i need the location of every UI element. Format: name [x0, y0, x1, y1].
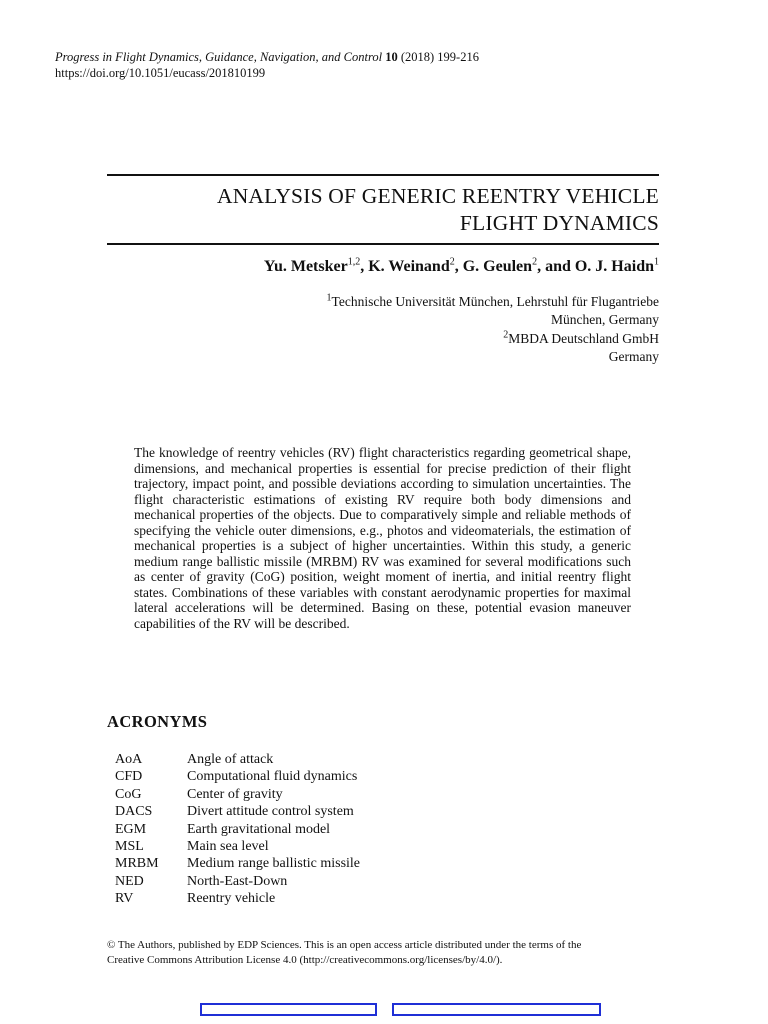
hyperlink-box[interactable] [392, 1003, 601, 1016]
acronym-abbr: CFD [115, 769, 143, 785]
author-affiliation-mark: 1,2 [347, 256, 361, 268]
journal-name: Progress in Flight Dynamics, Guidance, Navigation, and Control [55, 50, 383, 64]
paper-title [217, 183, 659, 237]
affiliation-location: München, Germany [551, 312, 659, 327]
author-name: Yu. Metsker [263, 258, 348, 275]
acronym-row [115, 786, 360, 803]
paper-title-line-2: FLIGHT DYNAMICS [459, 211, 659, 235]
author-separator: , [454, 258, 463, 275]
acronym-definition: Main sea level [187, 838, 269, 854]
journal-citation-line [55, 49, 479, 65]
acronym-row [115, 855, 360, 872]
acronym-row [115, 751, 360, 768]
affiliation-institution: Technische Universität München, Lehrstuhl für Flugantriebe [331, 294, 659, 309]
affiliation-mark: 1 [326, 292, 332, 304]
acronym-definition: Reentry vehicle [187, 891, 276, 907]
affiliation-mark: 2 [503, 329, 509, 341]
author-separator: , and [537, 258, 575, 275]
acronym-abbr: NED [115, 873, 144, 889]
acronym-definition: Medium range ballistic missile [187, 856, 361, 872]
acronym-definition: Divert attitude control system [187, 804, 354, 820]
license-line-2: Creative Commons Attribution License 4.0 (http://creativecommons.org/licenses/by/4.0/). [107, 954, 503, 966]
acronym-abbr: DACS [115, 804, 153, 820]
journal-volume: 10 [385, 50, 398, 64]
journal-doi[interactable]: https://doi.org/10.1051/eucass/201810199 [55, 66, 266, 80]
author-list [264, 258, 659, 276]
author-affiliation-mark: 2 [449, 256, 455, 268]
journal-header [55, 49, 479, 81]
author-name: O. J. Haidn [574, 258, 654, 275]
acronym-row [115, 838, 360, 855]
acronym-list [115, 751, 360, 908]
acronym-row [115, 821, 360, 838]
acronym-row [115, 803, 360, 820]
acronym-abbr: MRBM [115, 856, 159, 872]
acronym-row [115, 890, 360, 907]
author-affiliation-mark: 1 [654, 256, 659, 268]
acronym-definition: Earth gravitational model [187, 821, 331, 837]
acronym-row [115, 768, 360, 785]
affiliation-1 [327, 293, 659, 329]
acronym-definition: North-East-Down [187, 873, 288, 889]
title-rule-top [107, 174, 659, 176]
acronym-row [115, 873, 360, 890]
author-affiliation-mark: 2 [532, 256, 538, 268]
author-separator: , [360, 258, 369, 275]
title-rule-bottom [107, 243, 659, 245]
paper-title-line-1: ANALYSIS OF GENERIC REENTRY VEHICLE [216, 184, 659, 208]
abstract-text: The knowledge of reentry vehicles (RV) flight characteristics regarding geometrical shape, dimensions, and mechanical properties is essential for precise prediction of their flight trajectory, impact point, and possible deviations according to simulation uncertainties. The flight characteristic estimations of existing RV require both body dimensions and mechanical properties of the objects. Due to comparatively simple and reliable methods of specifying the vehicle outer dimensions, e.g., photos and videomaterials, the estimation of mechanical properties is a subject of higher uncertainties. Within this study, a generic medium range ballistic missile (MRBM) RV was examined for several modifications such as center of gravity (CoG) position, weight moment of inertia, and initial reentry flight states. Combinations of these variables with constant aerodynamic properties for maximal lateral accelerations will be determined. Basing on these, potential evasion maneuver capabilities of the RV will be described. [134, 445, 631, 631]
journal-year-pages: (2018) 199-216 [400, 50, 479, 64]
author-name: G. Geulen [462, 258, 533, 275]
acronym-abbr: RV [115, 891, 134, 907]
affiliation-location: Germany [608, 349, 659, 364]
abstract [134, 445, 631, 631]
acronym-abbr: AoA [115, 752, 143, 767]
acronym-abbr: EGM [115, 821, 147, 837]
acronym-definition: Center of gravity [187, 786, 283, 802]
acronym-abbr: MSL [115, 838, 144, 854]
affiliation-2 [503, 330, 659, 366]
section-heading-acronyms: ACRONYMS [107, 712, 208, 731]
affiliation-institution: MBDA Deutschland GmbH [508, 331, 659, 346]
acronym-abbr: CoG [115, 786, 142, 802]
author-name: K. Weinand [368, 258, 450, 275]
license-footer [107, 938, 667, 968]
acronym-definition: Computational fluid dynamics [187, 769, 358, 785]
acronym-definition: Angle of attack [187, 752, 274, 767]
hyperlink-box[interactable] [200, 1003, 377, 1016]
license-line-1: © The Authors, published by EDP Sciences. This is an open access article distributed under the terms of the [107, 939, 582, 951]
